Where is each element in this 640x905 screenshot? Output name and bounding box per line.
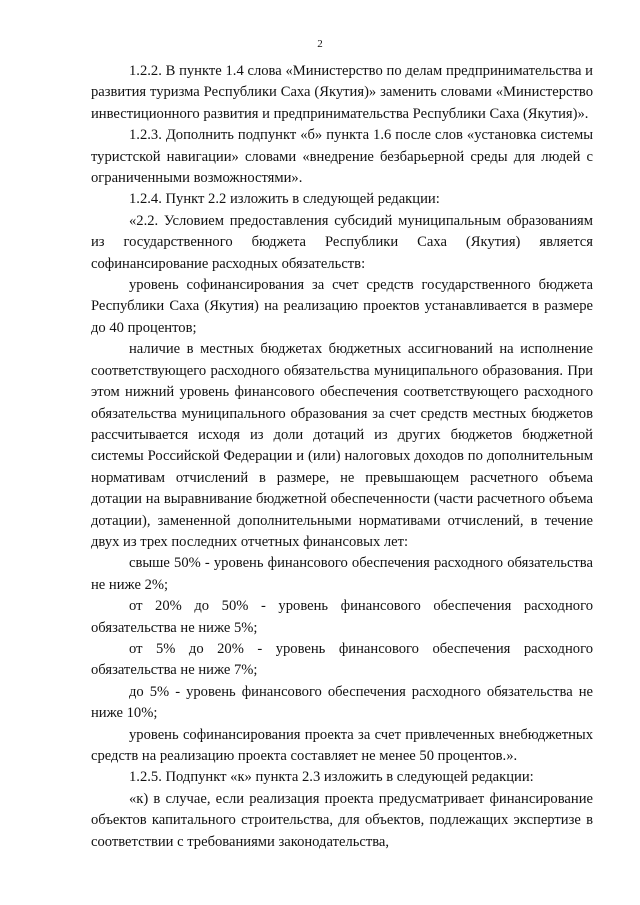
paragraph-1-2-3: 1.2.3. Дополнить подпункт «б» пункта 1.6 после слов «установка системы туристской навигации» словами «внедрение безбарьерной среды для людей с ограниченными возможностями».: [91, 127, 593, 187]
page-number: 2: [317, 38, 323, 50]
paragraph-20-to-50: от 20% до 50% - уровень финансового обеспечения расходного обязательства не ниже 5%;: [91, 598, 593, 636]
paragraph-2-2-intro: «2.2. Условием предоставления субсидий муниципальным образованиям из государственного бюджета Республики Саха (Якутия) является софинансирование расходных обязательств:: [91, 212, 593, 272]
document-body: [91, 61, 593, 853]
paragraph-local-budget: наличие в местных бюджетах бюджетных ассигнований на исполнение соответствующего расходного обязательства муниципального образования. При этом нижний уровень финансового обеспечения соответствующего расходного обязательства муниципального образования за счет средств местных бюджетов рассчитывается исходя из доли дотаций из других бюджетов бюджетной системы Российской Федерации и (или) налоговых доходов по дополнительным нормативам отчислений в размере, не превышающем расчетного объема дотации на выравнивание бюджетной обеспеченности (части расчетного объема дотации), замененной дополнительными нормативами отчислений, в течение двух из трех последних отчетных финансовых лет:: [91, 341, 593, 550]
paragraph-over-50: свыше 50% - уровень финансового обеспечения расходного обязательства не ниже 2%;: [91, 555, 593, 593]
paragraph-under-5: до 5% - уровень финансового обеспечения расходного обязательства не ниже 10%;: [91, 683, 593, 722]
paragraph-1-2-4: 1.2.4. Пункт 2.2 изложить в следующей редакции:: [129, 191, 440, 208]
paragraph-extrabudgetary: уровень софинансирования проекта за счет привлеченных внебюджетных средств на реализацию проекта составляет не менее 50 процентов.».: [91, 726, 593, 764]
paragraph-1-2-2: 1.2.2. В пункте 1.4 слова «Министерство по делам предпринимательства и развития туризма Республики Саха (Якутия)» заменить словами «Министерство инвестиционного развития и предпринимательства Республики Саха (Якутия)».: [91, 63, 593, 122]
paragraph-cofinancing-level: уровень софинансирования за счет средств государственного бюджета Республики Саха (Якутия) на реализацию проектов устанавливается в размере до 40 процентов;: [91, 277, 593, 336]
paragraph-1-2-5: 1.2.5. Подпункт «к» пункта 2.3 изложить в следующей редакции:: [129, 769, 534, 786]
paragraph-k: «к) в случае, если реализация проекта предусматривает финансирование объектов капитального строительства, для объектов, подлежащих экспертизе в соответствии с требованиями законодательства,: [91, 790, 593, 850]
paragraph-5-to-20: от 5% до 20% - уровень финансового обеспечения расходного обязательства не ниже 7%;: [91, 640, 593, 679]
